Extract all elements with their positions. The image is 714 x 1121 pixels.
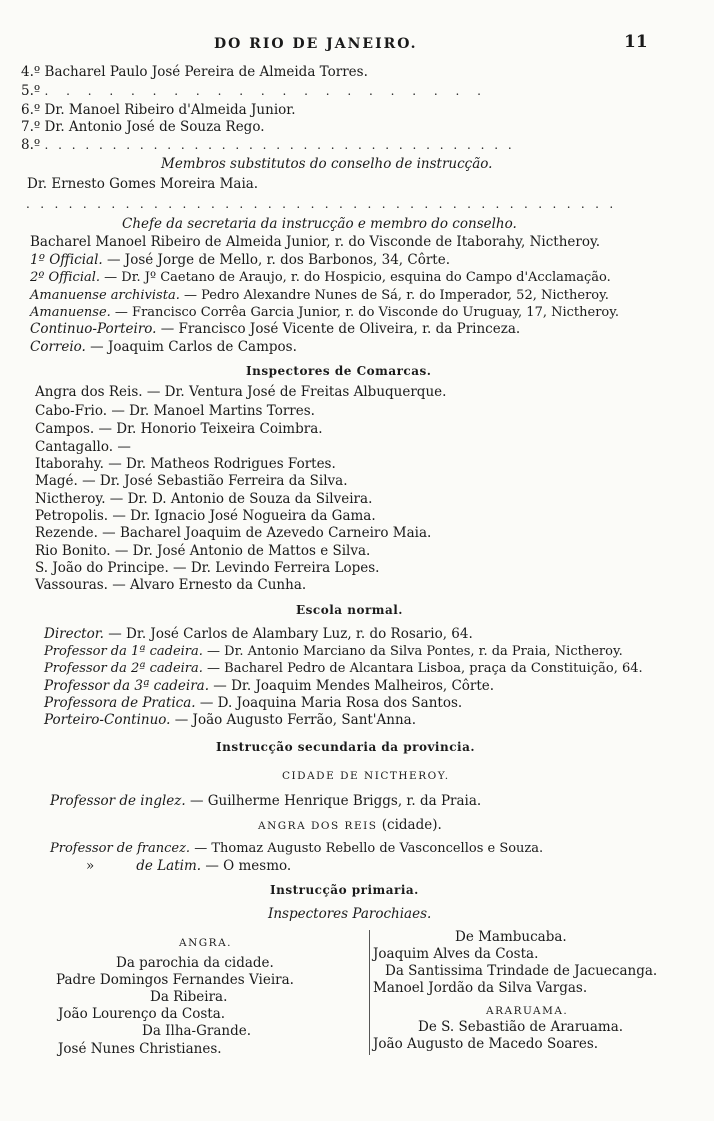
inspector-line: Cantagallo. — <box>35 439 131 455</box>
secondary-heading: Instrucção secundaria da provincia. <box>216 740 476 754</box>
city-angra: ANGRA. <box>179 937 232 949</box>
inspector-line: Rio Bonito. — Dr. José Antonio de Mattos e Silva. <box>35 543 371 559</box>
inspector-line: Campos. — Dr. Honorio Teixeira Coimbra. <box>35 421 323 437</box>
council-member-6: 6.º Dr. Manoel Ribeiro d'Almeida Junior. <box>21 102 296 118</box>
normal-school-line: Porteiro-Continuo. — João Augusto Ferrão, Sant'Anna. <box>44 712 416 728</box>
inspectors-heading: Inspectores de Comarcas. <box>246 364 432 378</box>
normal-school-line: Director. — Dr. José Carlos de Alambary Luz, r. do Rosario, 64. <box>44 626 473 642</box>
normal-school-heading: Escola normal. <box>296 603 403 617</box>
normal-school-line: Professor da 1ª cadeira. — Dr. Antonio Marciano da Silva Pontes, r. da Praia, Nictheroy. <box>44 644 623 659</box>
parish-line: Da Santissima Trindade de Jacuecanga. <box>385 963 658 979</box>
parish-line: Da Ilha-Grande. <box>142 1023 252 1039</box>
running-title: DO RIO DE JANEIRO. <box>214 36 418 52</box>
city-nictheroy: CIDADE DE NICTHEROY. <box>282 770 450 782</box>
city-angra-dos-reis: ANGRA DOS REIS (cidade). <box>258 817 442 833</box>
inspector-line: Nictheroy. — Dr. D. Antonio de Souza da Silveira. <box>35 491 373 507</box>
substitutes-dots: . . . . . . . . . . . . . . . . . . . . . . . . . . . . . . . . . . . . . . . . . . <box>26 197 617 211</box>
inspector-line: Vassouras. — Alvaro Ernesto da Cunha. <box>35 577 307 593</box>
secretariat-line: Correio. — Joaquim Carlos de Campos. <box>30 339 297 355</box>
inspector-line: Petropolis. — Dr. Ignacio José Nogueira da Gama. <box>35 508 376 524</box>
inspector-line: Cabo-Frio. — Dr. Manoel Martins Torres. <box>35 403 315 419</box>
page-number: 11 <box>624 32 648 52</box>
parish-line: José Nunes Christianes. <box>58 1041 222 1057</box>
city-araruama: ARARUAMA. <box>486 1005 569 1017</box>
parish-line: De Mambucaba. <box>455 929 567 945</box>
council-member-4: 4.º Bacharel Paulo José Pereira de Almeida Torres. <box>21 64 368 80</box>
council-member-5: 5.º . . . . . . . . . . . . . . . . . . . . . <box>21 83 488 99</box>
french-professor: Professor de francez. — Thomaz Augusto Rebello de Vasconcellos e Souza. <box>50 841 544 856</box>
normal-school-line: Professora de Pratica. — D. Joaquina Maria Rosa dos Santos. <box>44 695 463 711</box>
inspector-line: Angra dos Reis. — Dr. Ventura José de Freitas Albuquerque. <box>35 384 447 400</box>
latin-professor: » de Latim. — O mesmo. <box>86 858 292 874</box>
parish-line: Padre Domingos Fernandes Vieira. <box>56 972 294 988</box>
normal-school-line: Professor da 2ª cadeira. — Bacharel Pedro de Alcantara Lisboa, praça da Constituição, 64. <box>44 661 643 676</box>
column-divider <box>369 930 370 1055</box>
normal-school-line: Professor da 3ª cadeira. — Dr. Joaquim Mendes Malheiros, Côrte. <box>44 678 495 694</box>
parish-line: João Augusto de Macedo Soares. <box>373 1036 599 1052</box>
parish-line: Joaquim Alves da Costa. <box>373 946 539 962</box>
secretariat-line: 1º Official. — José Jorge de Mello, r. dos Barbonos, 34, Côrte. <box>30 252 450 268</box>
inspector-line: S. João do Principe. — Dr. Levindo Ferreira Lopes. <box>35 560 380 576</box>
parish-inspectors-heading: Inspectores Parochiaes. <box>268 906 432 922</box>
inspector-line: Magé. — Dr. José Sebastião Ferreira da Silva. <box>35 473 348 489</box>
secretariat-line: Bacharel Manoel Ribeiro de Almeida Junior, r. do Visconde de Itaborahy, Nictheroy. <box>30 234 601 250</box>
inspector-line: Itaborahy. — Dr. Matheos Rodrigues Fortes. <box>35 456 336 472</box>
secretariat-line: Continuo-Porteiro. — Francisco José Vicente de Oliveira, r. da Princeza. <box>30 321 521 337</box>
substitute-member: Dr. Ernesto Gomes Moreira Maia. <box>27 176 259 192</box>
english-professor: Professor de inglez. — Guilherme Henrique Briggs, r. da Praia. <box>50 793 482 809</box>
parish-line: Da parochia da cidade. <box>116 955 274 971</box>
secretariat-line: Amanuense archivista. — Pedro Alexandre Nunes de Sá, r. do Imperador, 52, Nictheroy. <box>30 288 609 303</box>
secretariat-heading: Chefe da secretaria da instrucção e membro do conselho. <box>122 216 517 232</box>
council-member-8: 8.º . . . . . . . . . . . . . . . . . . . . . . . . . . . . . . . . . . . <box>21 137 515 153</box>
parish-line: João Lourenço da Costa. <box>58 1006 226 1022</box>
parish-line: Da Ribeira. <box>150 989 228 1005</box>
secretariat-line: Amanuense. — Francisco Corrêa Garcia Junior, r. do Visconde do Uruguay, 17, Nictheroy. <box>30 305 619 320</box>
substitutes-heading: Membros substitutos do conselho de instrucção. <box>161 156 493 172</box>
inspector-line: Rezende. — Bacharel Joaquim de Azevedo Carneiro Maia. <box>35 525 432 541</box>
council-member-7: 7.º Dr. Antonio José de Souza Rego. <box>21 119 265 135</box>
secretariat-line: 2º Official. — Dr. Jº Caetano de Araujo, r. do Hospicio, esquina do Campo d'Acclamação. <box>30 270 611 285</box>
parish-line: Manoel Jordão da Silva Vargas. <box>373 980 588 996</box>
primary-heading: Instrucção primaria. <box>270 883 419 897</box>
parish-line: De S. Sebastião de Araruama. <box>418 1019 624 1035</box>
